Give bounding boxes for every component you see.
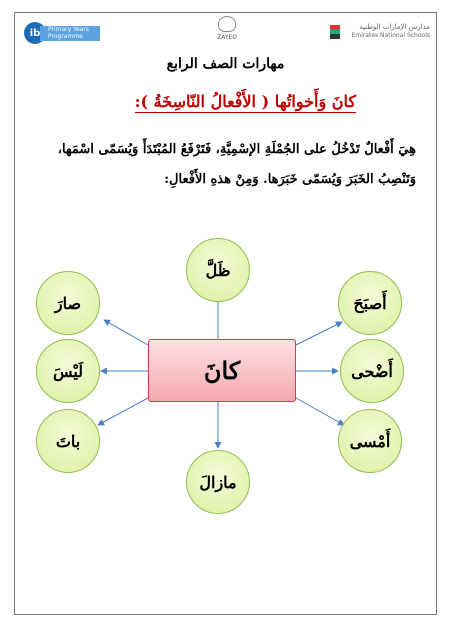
verb-zalla: ظَلَّ — [186, 238, 250, 302]
arrow-to-sara — [104, 320, 148, 345]
intro-line-2: وَتَنْصِبُ الخَبَرَ وَيُسَمّى خَبَرَها. وَمِنْ هذهِ الأَفْعالِ: — [164, 172, 416, 187]
page-title: مهارات الصف الرابع — [166, 56, 285, 72]
verb-amsa: أَمْسى — [338, 409, 402, 473]
verb-mazala: مازالَ — [186, 450, 250, 514]
verb-adha: أَضْحى — [340, 339, 404, 403]
arrow-to-bata — [98, 398, 148, 425]
verb-laysa: لَيْسَ — [36, 339, 100, 403]
verb-sara: صارَ — [36, 271, 100, 335]
intro-line-1: هِيَ أَفْعالٌ تَدْخُلُ على الجُمْلَةِ الإسْمِيَّةِ، فَتَرْفَعُ المُبْتَدَأَ وَيُسَمّى اسْمَها، — [57, 142, 416, 157]
arrow-to-asbaha — [296, 322, 342, 345]
ib-pyp-logo: ib Primary Years Programme — [24, 22, 102, 44]
verb-asbaha: أَصبَحَ — [338, 271, 402, 335]
section-heading: كانَ وَأَخواتُها ( الأَفْعالُ النّاسِخَةُ ): — [134, 92, 356, 111]
verb-bata: باتَ — [36, 409, 100, 473]
arrow-to-amsa — [296, 398, 344, 425]
zayed-logo: ZAYED — [205, 16, 249, 46]
center-verb-kana: كانَ — [148, 339, 296, 402]
emirates-national-schools-logo: مدارس الإمارات الوطنية Emirates National Schools — [330, 22, 430, 44]
